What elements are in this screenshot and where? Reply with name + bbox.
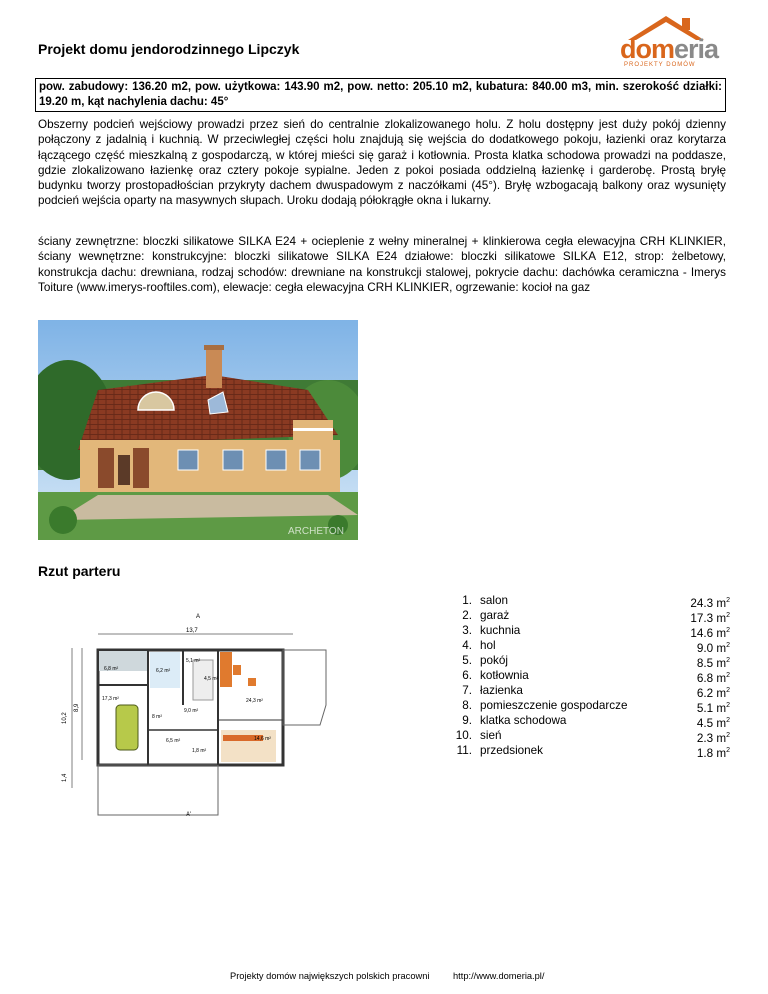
list-item: 8. pomieszczenie gospodarcze 5.1 $m^2$ bbox=[462, 699, 730, 715]
svg-text:6,8 m²: 6,8 m² bbox=[104, 666, 119, 672]
list-item: 4. hol 9.0 $m^2$ bbox=[462, 639, 730, 655]
svg-text:14,6 m²: 14,6 m² bbox=[254, 736, 271, 742]
page-title: Projekt domu jendorodzinnego Lipczyk bbox=[38, 41, 300, 57]
specs-box: pow. zabudowy: 136.20 m2, pow. użytkowa: 143.90 m2, pow. netto: 205.10 m2, kubatura: 840.00 m3, min. szerokość działki: 19.20 m, kąt nachylenia dachu: 45° bbox=[35, 78, 726, 112]
logo-tagline: PROJEKTY DOMÓW bbox=[624, 62, 696, 68]
svg-text:5,1 m²: 5,1 m² bbox=[186, 658, 201, 664]
svg-text:A': A' bbox=[186, 812, 192, 818]
room-list bbox=[450, 593, 730, 758]
house-photo bbox=[38, 320, 358, 540]
footer-link[interactable]: http://www.domeria.pl/ bbox=[453, 971, 545, 981]
list-item: 11. przedsionek 1.8 $m^2$ bbox=[456, 744, 730, 760]
floor-plan bbox=[58, 610, 348, 825]
svg-text:8,9: 8,9 bbox=[74, 703, 80, 712]
section-title: Rzut parteru bbox=[38, 563, 121, 579]
list-item: 1. salon 24.3 $m^2$ bbox=[462, 594, 730, 610]
logo-wordmark: domeria bbox=[620, 34, 719, 64]
svg-text:8 m²: 8 m² bbox=[152, 714, 162, 720]
svg-text:A: A bbox=[196, 614, 201, 620]
svg-text:1,8 m²: 1,8 m² bbox=[192, 748, 207, 754]
list-item: 3. kuchnia 14.6 $m^2$ bbox=[462, 624, 730, 640]
list-item: 7. łazienka 6.2 $m^2$ bbox=[462, 684, 730, 700]
svg-text:4,5 m²: 4,5 m² bbox=[204, 676, 219, 682]
svg-text:13,7: 13,7 bbox=[186, 628, 198, 634]
description-paragraph: Obszerny podcień wejściowy prowadzi przez sień do centralnie zlokalizowanego holu. Z holu dostępny jest duży pokój dzienny połączony z jadalnią i kuchnią. W przeciwległej części holu znajdują się wejścia do dodatkowego pokoju, łazienki oraz korytarza łączącego część mieszkalną z gospodarczą, w której mieści się garaż i kotłownia. Prosta klatka schodowa prowadzi na poddasze, gdzie zlokalizowano łazienkę oraz cztery pokoje sypialne. Jeden z pokoi posiada oddzielną łazienkę i garderobę. Prostą bryłę budynku tworzy prostopadłościan przykryty dachem dwuspadowym z naczółkami (45°). Bryłę wzbogacają balkony oraz wysunięty podcień wejścia oparty na masywnych słupach. Uroku dodają półokrągłe okna i lukarny. bbox=[38, 118, 726, 208]
list-item: 10. sień 2.3 $m^2$ bbox=[455, 729, 730, 745]
photo-watermark: ARCHETON bbox=[288, 526, 344, 537]
svg-text:9,0 m²: 9,0 m² bbox=[184, 708, 199, 714]
svg-text:6,2 m²: 6,2 m² bbox=[156, 668, 171, 674]
svg-text:6,5 m²: 6,5 m² bbox=[166, 738, 181, 744]
footer-text: Projekty domów największych polskich pracowni bbox=[230, 971, 430, 981]
list-item: 9. klatka schodowa 4.5 $m^2$ bbox=[462, 714, 730, 730]
svg-text:1,4: 1,4 bbox=[62, 773, 68, 782]
svg-text:24,3 m²: 24,3 m² bbox=[246, 698, 263, 704]
materials-paragraph: ściany zewnętrzne: bloczki silikatowe SILKA E24 + ocieplenie z wełny mineralnej + klinkierowa cegła elewacyjna CRH KLINKIER, ściany wewnętrzne: konstrukcyjne: bloczki silikatowe SILKA E24 działowe: bloczki silikatowe SILKA E12, strop: żelbetowy, konstrukcja dachu: drewniana, rodzaj schodów: drewniane na konstrukcji stalowej, pokrycie dachu: dachówka ceramiczna - Imerys Toiture (www.imerys-rooftiles.com), elewacje: cegła elewacyjna CRH KLINKIER, ogrzewanie: kocioł na gaz bbox=[38, 235, 726, 294]
list-item: 5. pokój 8.5 $m^2$ bbox=[462, 654, 730, 670]
svg-text:10,2: 10,2 bbox=[62, 712, 68, 724]
svg-text:17,3 m²: 17,3 m² bbox=[102, 696, 119, 702]
domeria-logo[interactable] bbox=[618, 14, 730, 70]
list-item: 2. garaż 17.3 $m^2$ bbox=[462, 609, 730, 625]
list-item: 6. kotłownia 6.8 $m^2$ bbox=[462, 669, 730, 685]
